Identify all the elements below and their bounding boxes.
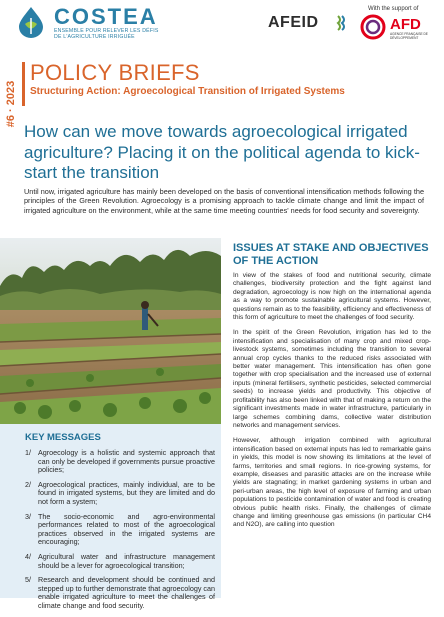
irrigated-field-image <box>0 238 221 424</box>
structuring-action-subtitle: Structuring Action: Agroecological Transition of Irrigated Systems <box>30 86 345 97</box>
list-item-text: Agroecology is a holistic and systemic approach that can only be developed if governments pursue proactive policies; <box>38 448 215 475</box>
afd-tagline: AGENCE FRANÇAISE DE DÉVELOPPEMENT <box>390 32 428 40</box>
field-photo <box>0 238 221 424</box>
list-item-text: Agricultural water and infrastructure management should be a lever for agroecological transition; <box>38 551 215 570</box>
afd-logo <box>360 14 430 42</box>
key-messages-list <box>25 449 215 617</box>
list-item-number: 1/ <box>25 448 31 457</box>
costea-wordmark: COSTEA <box>54 4 158 29</box>
afd-support-text: With the support of <box>368 6 419 12</box>
list-item-number: 2/ <box>25 479 31 489</box>
costea-logo <box>16 6 166 42</box>
series-title: POLICY BRIEFS <box>30 60 200 85</box>
list-item-text: Research and development should be continued and stepped up to further demonstrate that agroecology can enable irrigated agriculture to meet the challenges of climate change and food security. <box>38 575 216 610</box>
page-title: How can we move towards agroecological irrigated agriculture? Placing it on the political agenda to kick-start the transition <box>24 122 420 182</box>
title-accent-bar <box>22 62 25 106</box>
costea-tagline: ENSEMBLE POUR RELEVER LES DÉFIS DE L'AGRICULTURE IRRIGUÉE <box>54 28 159 40</box>
issues-section-title: ISSUES AT STAKE AND OBJECTIVES OF THE ACTION <box>233 242 429 267</box>
body-paragraph: However, although irrigation combined with agricultural intensification based on external inputs has led to remarkable gains in yields, this model is now showing its limitations at the level of farms, territories and small regions. In rice-growing systems, for example, diseases and parasitic attacks are on the increase while yields are stagnating; in market gardening systems in urban and peri-urban areas, the high level of exposure of farming and urban populations to pesticide contamination of water and food is creating obvious public health risks. Finally, the challenges of climate change and limiting greenhouse gas emissions (in particular CH4 and N2O), are calling into question <box>233 437 431 529</box>
intro-paragraph: Until now, irrigated agriculture has mainly been developed on the basis of conventional intensification methods following the principles of the Green Revolution. Agroecology is a promising approach to tackle climate change and limit the impact of irrigated agriculture on the environment, while at the same time meeting countries' needs for food security and sovereignty. <box>24 187 424 215</box>
list-item-number: 5/ <box>25 575 31 585</box>
body-paragraph: In view of the stakes of food and nutritional security, climate challenges, biodiversity protection and the fight against land degradation, agroecology is now high on the international agenda as a way to promote sustainable agricultural systems. However, questions remain as to the feasibility, efficiency and effectiveness of this form of agriculture to meet the challenges of food security. <box>233 272 431 322</box>
issues-body <box>233 272 431 537</box>
list-item <box>25 449 215 475</box>
costea-drop-icon <box>16 6 46 38</box>
list-item <box>25 553 215 570</box>
body-paragraph: In the spirit of the Green Revolution, irrigation has led to the intensification and specialisation of many crop and mixed crop-livestock systems, sometimes including the transition to several annual crop cycles thanks to the reduced risks associated with better water management. This intensification has often gone together with crop specialisation and the increased use of external inputs (mineral fertilisers, synthetic pesticides, selected commercial seeds) to increase yields and productivity. This objective of profitability has also been linked with that of making a return on the significant investments made in water infrastructure, particularly in large schemes combining dams, collective water distribution networks and management services. <box>233 329 431 429</box>
list-item-text: The socio-economic and agro-environmental performances related to most of the agroecological practices observed in the irrigated systems are encouraging; <box>38 511 215 547</box>
list-item <box>25 481 215 507</box>
list-item-text: Agroecological practices, mainly individual, are to be found in irrigated systems, but they are limited and do not form a system; <box>38 479 215 506</box>
afd-wordmark: AFD <box>390 16 421 33</box>
afd-circle-icon <box>360 14 386 40</box>
list-item <box>25 513 215 547</box>
list-item-number: 4/ <box>25 551 31 561</box>
issue-number: #6 · 2023 <box>5 80 17 128</box>
key-messages-title: KEY MESSAGES <box>25 432 101 443</box>
afeid-wave-icon <box>336 14 346 32</box>
list-item <box>25 576 215 610</box>
list-item-number: 3/ <box>25 511 31 521</box>
afeid-logo: AFEID <box>268 14 319 31</box>
